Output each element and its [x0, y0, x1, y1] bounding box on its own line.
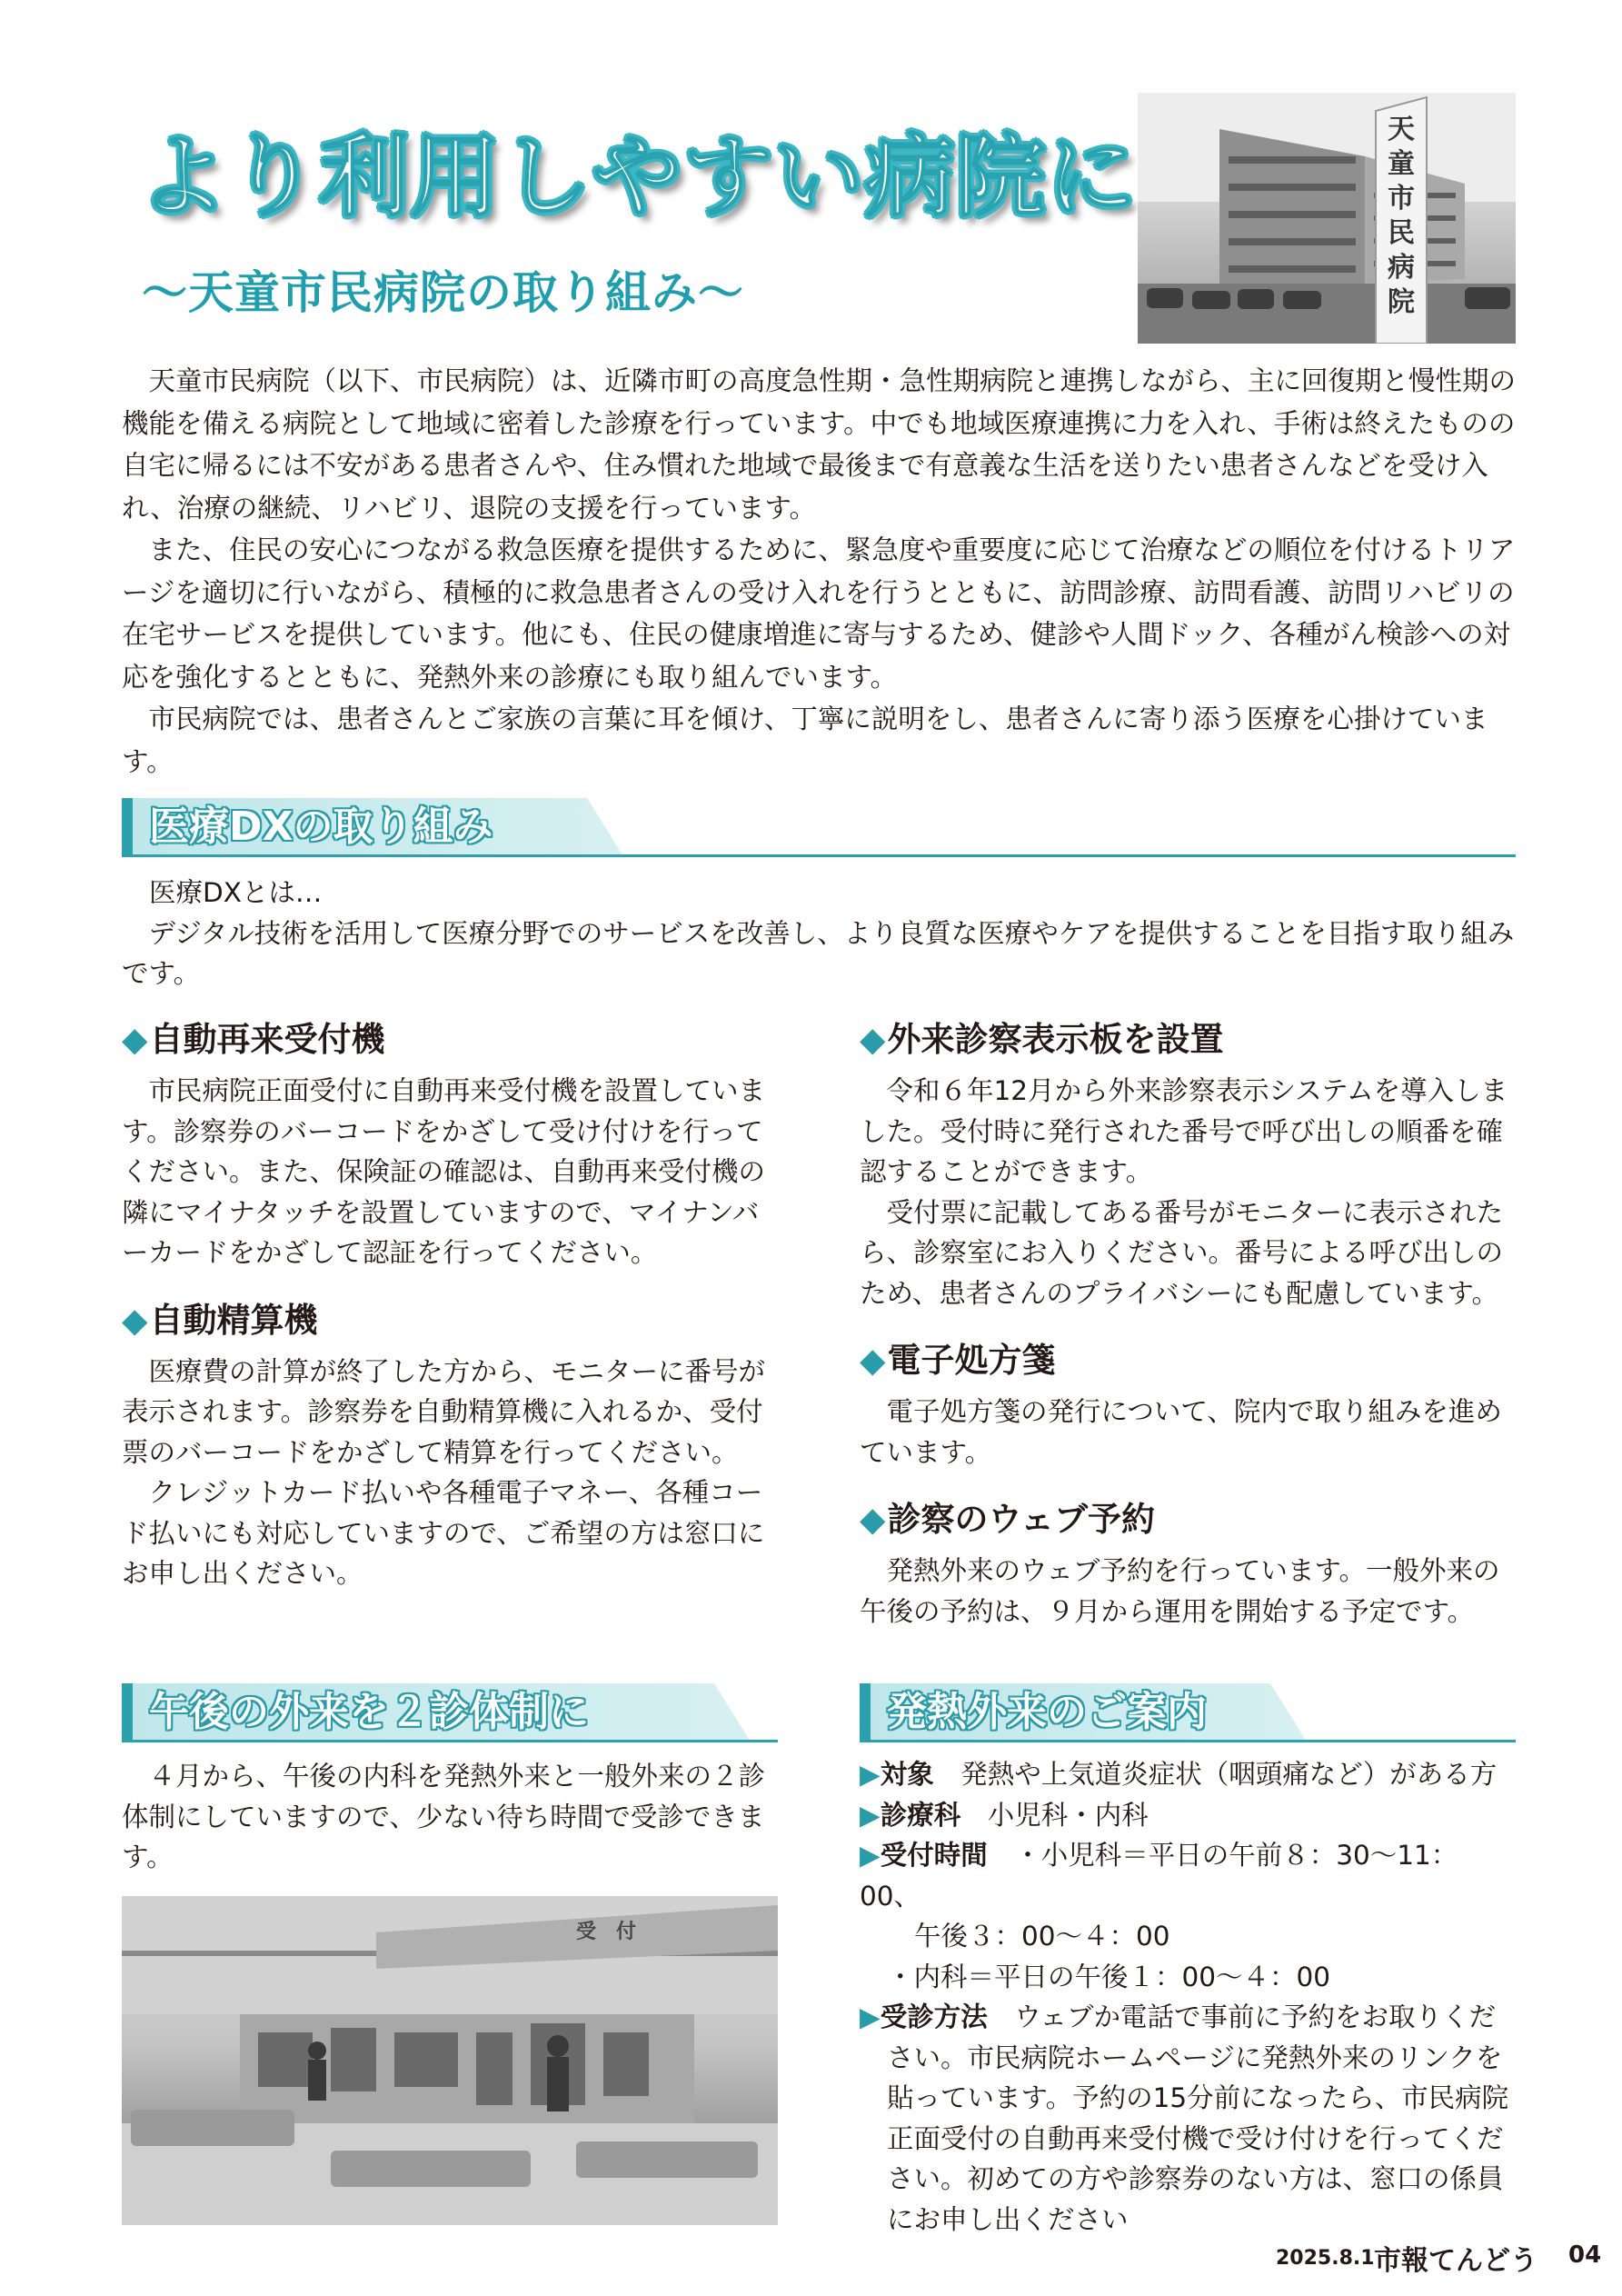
intro-text	[122, 360, 1516, 783]
heading-rule	[860, 1740, 1516, 1742]
dx-definition-block	[122, 873, 1516, 994]
reception-lobby-photo	[122, 1896, 778, 2225]
footer-date: 2025.8.1	[1276, 2247, 1375, 2270]
afternoon-text: ４月から、午後の内科を発熱外来と一般外来の２診体制にしていますので、少ない待ち時間で受診できます。	[122, 1761, 766, 1872]
hospital-building-illustration	[1138, 93, 1516, 344]
dx-definition: デジタル技術を活用して医療分野でのサービスを改善し、より良質な医療やケアを提供することを目指す取り組みです。	[122, 917, 1515, 989]
heading-label: 発熱外来のご案内	[887, 1689, 1207, 1735]
subheading-auto-payment: ◆自動精算機	[122, 1300, 318, 1340]
triangle-bullet-icon: ▶	[860, 2002, 881, 2032]
subheading-auto-reception: ◆自動再来受付機	[122, 1020, 385, 1059]
diamond-icon: ◆	[122, 1020, 148, 1059]
intro-paragraph: また、住民の安心につながる救急医療を提供するために、緊急度や重要度に応じて治療などの順位を付けるトリアージを適切に行いながら、積極的に救急患者さんの受け入れを行うとともに、訪問診療、訪問看護、訪問リハビリの在宅サービスを提供しています。他にも、住民の健康増進に寄与するため、健診や人間ドック、各種がん検診への対応を強化するとともに、発熱外来の診療にも取り組んでいます。	[122, 534, 1516, 693]
fever-info	[860, 1754, 1516, 2240]
page-subtitle: 〜天童市民病院の取り組み〜	[142, 266, 744, 319]
page-number: 04	[1568, 2241, 1602, 2269]
diamond-icon: ◆	[860, 1500, 886, 1539]
dx-what-is: 医療DXとは…	[149, 877, 323, 908]
triangle-bullet-icon: ▶	[860, 1840, 881, 1871]
intro-paragraph: 天童市民病院（以下、市民病院）は、近隣市町の高度急性期・急性期病院と連携しながら、主に回復期と慢性期の機能を備える病院として地域に密着した診療を行っています。中でも地域医療連携に力を入れ、手術は終えたものの自宅に帰るには不安がある患者さんや、住み慣れた地域で最後まで有意義な生活を送りたい患者さんなどを受け入れ、治療の継続、リハビリ、退院の支援を行っています。	[122, 365, 1517, 524]
hospital-building-photo	[1138, 93, 1516, 344]
diamond-icon: ◆	[860, 1341, 886, 1380]
reception-sign: 受 付	[576, 1921, 637, 1943]
dx-right-column	[860, 1018, 1516, 1632]
heading-accent-bar	[122, 798, 133, 856]
intro-paragraph: 市民病院では、患者さんとご家族の言葉に耳を傾け、丁寧に説明をし、患者さんに寄り添う医療を心掛けています。	[122, 704, 1488, 777]
fever-target-row: ▶対象 発熱や上気道炎症状（咽頭痛など）がある方	[860, 1759, 1498, 1790]
heading-accent-bar	[122, 1683, 133, 1742]
diamond-icon: ◆	[860, 1020, 886, 1059]
fever-hours-row: ▶受付時間 ・小児科＝平日の午前８：30〜11：00、	[860, 1840, 1458, 1912]
auto-reception-text: 市民病院正面受付に自動再来受付機を設置しています。診察券のバーコードをかざして受け付けを行ってください。また、保険証の確認は、自動再来受付機の隣にマイナタッチを設置していますので、マイナンバーカードをかざして認証を行ってください。	[122, 1075, 766, 1268]
subheading-e-prescription: ◆電子処方箋	[860, 1341, 1056, 1380]
heading-rule	[122, 1740, 778, 1742]
triangle-bullet-icon: ▶	[860, 1759, 881, 1790]
heading-rule	[122, 854, 1516, 857]
reception-lobby-illustration	[122, 1896, 778, 2225]
diamond-icon: ◆	[122, 1300, 148, 1340]
dx-left-column	[122, 1018, 778, 1594]
section-heading-fever	[860, 1683, 1516, 1742]
web-reservation-text: 発熱外来のウェブ予約を行っています。一般外来の午後の予約は、９月から運用を開始する予定です。	[860, 1555, 1500, 1627]
heading-label: 午後の外来を２診体制に	[149, 1689, 589, 1735]
heading-accent-bar	[860, 1683, 871, 1742]
fever-hours-row-3: ・内科＝平日の午後１：00〜４：00	[887, 1961, 1331, 1992]
fever-dept-row: ▶診療科 小児科・内科	[860, 1799, 1149, 1831]
section-heading-afternoon	[122, 1683, 778, 1742]
auto-payment-text: 医療費の計算が終了した方から、モニターに番号が表示されます。診察券を自動精算機に入れるか、受付票のバーコードをかざして精算を行ってください。 クレジットカード払いや各種電子マネー、各種コード払いにも対応していますので、ご希望の方は窓口にお申し出ください。	[122, 1355, 766, 1589]
fever-method-row: ▶受診方法 ウェブか電話で事前に予約をお取りください。市民病院ホームページに発熱外来のリンクを貼っています。予約の15分前になったら、市民病院正面受付の自動再来受付機で受け付けを行ってください。初めての方や診察券のない方は、窓口の係員にお申し出ください	[860, 2002, 1509, 2235]
triangle-bullet-icon: ▶	[860, 1799, 881, 1831]
subheading-display-board: ◆外来診察表示板を設置	[860, 1020, 1224, 1059]
hospital-sign-text: 天童市民病院	[1388, 114, 1415, 318]
heading-label: 医療DXの取り組み	[149, 804, 493, 850]
fever-hours-row-2: 午後３：00〜４：00	[914, 1921, 1170, 1952]
e-prescription-text: 電子処方箋の発行について、院内で取り組みを進めています。	[860, 1396, 1502, 1468]
page-title: より利用しやすい病院に	[138, 125, 1139, 229]
subheading-web-reservation: ◆診察のウェブ予約	[860, 1500, 1155, 1539]
footer-publication: 市報てんどう	[1374, 2245, 1537, 2277]
section-heading-dx	[122, 798, 1516, 856]
display-board-text: 令和６年12月から外来診察表示システムを導入しました。受付時に発行された番号で呼び出しの順番を確認することができます。 受付票に記載してある番号がモニターに表示されたら、診察室にお入りください。番号による呼び出しのため、患者さんのプライバシーにも配慮しています。	[860, 1075, 1508, 1309]
